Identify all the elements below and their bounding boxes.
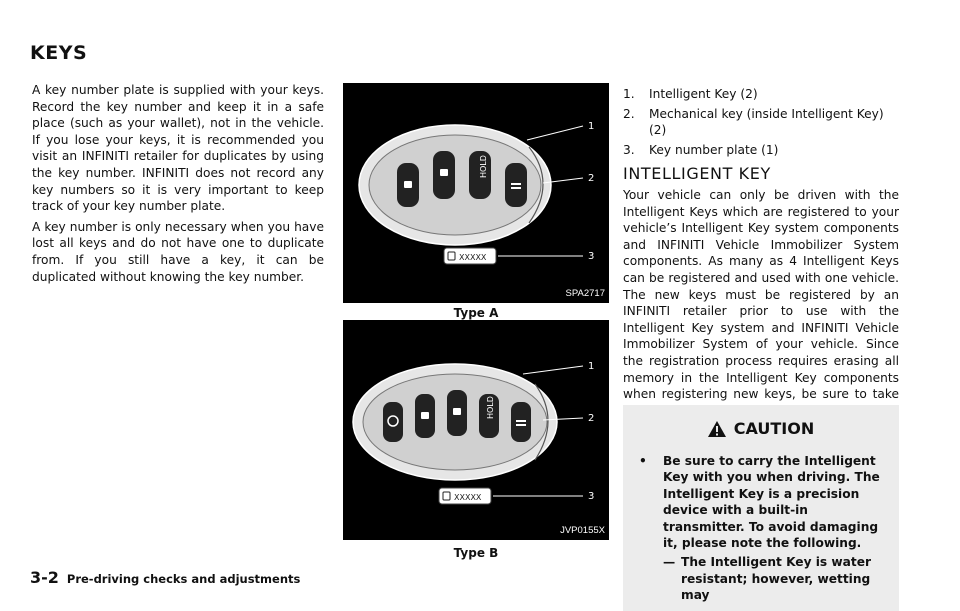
list-text: Intelligent Key (2) [649,87,758,101]
parts-list [623,86,899,158]
caution-subitem: — The Intelligent Key is water resistant; however, wetting may [663,554,889,603]
list-number: 2. [623,106,635,121]
figure-code: JVP0155X [560,525,605,536]
caution-bullet-text: Be sure to carry the Intelligent Key with you when driving. The Intelligent Key is a precision device with a built-in transmitter. To avoid damaging it, please note the following. [663,454,880,551]
callout-1: 1 [588,121,595,132]
section-title: INTELLIGENT KEY [623,164,771,184]
page-number: 3-2 [30,568,59,587]
right-column [623,86,899,436]
list-item [623,86,899,103]
section-body: Your vehicle can only be driven with the Intelligent Keys which are registered to your vehicle’s Intelligent Key system components and INFINITI Vehicle Immobilizer System components. As many as 4 Intelligent Keys can be registered and used with one vehicle. The new keys must be registered by an INFINITI retailer prior to use with the Intelligent Key system and INFINITI Vehicle Immobilizer System of your vehicle. Since the registration process requires erasing all memory in the Intelligent Key components when registering new keys, be sure to take [623,187,899,402]
callout-3: 3 [588,251,595,262]
intro-column [32,82,324,289]
hold-label: HOLD [486,396,495,419]
callout-1: 1 [588,361,595,372]
figure-caption: Type A [453,306,499,320]
caution-box [623,405,899,611]
caution-subitem-text: The Intelligent Key is water resistant; however, wetting may [681,555,872,603]
hold-label: HOLD [479,155,488,178]
caution-bullet: • Be sure to carry the Intelligent Key with you when driving. The Intelligent Key is a precision device with a built-in transmitter. To avoid damaging it, please note the following. [639,453,889,551]
caution-title-row [623,419,899,438]
caution-body [639,453,889,604]
warning-icon [708,421,726,437]
figure-code: SPA2717 [565,288,605,299]
callout-2: 2 [588,413,595,424]
callout-2: 2 [588,173,595,184]
list-text: Mechanical key (inside Intelligent Key) (2) [649,106,884,138]
intro-paragraph-2: A key number is only necessary when you have lost all keys and do not have one to duplicate from. If you still have a key, it can be duplicated without knowing the key number. [32,219,324,284]
page-heading: KEYS [30,42,88,64]
key-illustration-b [343,320,609,540]
list-number: 1. [623,87,635,101]
list-item [623,106,899,139]
intro-paragraph-1: A key number plate is supplied with your keys. Record the key number and keep it in a safe place (such as your wallet), not in the vehicle. If you lose your keys, it is recommended you visit an INFINITI retailer for duplicates by using the key number. INFINITI does not record any key numbers so it is very important to keep track of your key number plate. [32,83,324,214]
key-illustration-a [343,83,609,303]
caution-title: CAUTION [733,419,815,438]
list-item [623,142,899,159]
list-text: Key number plate (1) [649,142,779,157]
key-plate-number: XXXXX [459,253,487,262]
key-plate-number: XXXXX [454,493,482,502]
callout-3: 3 [588,491,595,502]
figure-type-b [343,320,609,540]
list-number: 3. [623,142,635,157]
page-footer [30,568,300,587]
figure-caption: Type B [453,546,499,560]
figure-type-a [343,83,609,303]
section-name: Pre-driving checks and adjustments [66,572,301,586]
